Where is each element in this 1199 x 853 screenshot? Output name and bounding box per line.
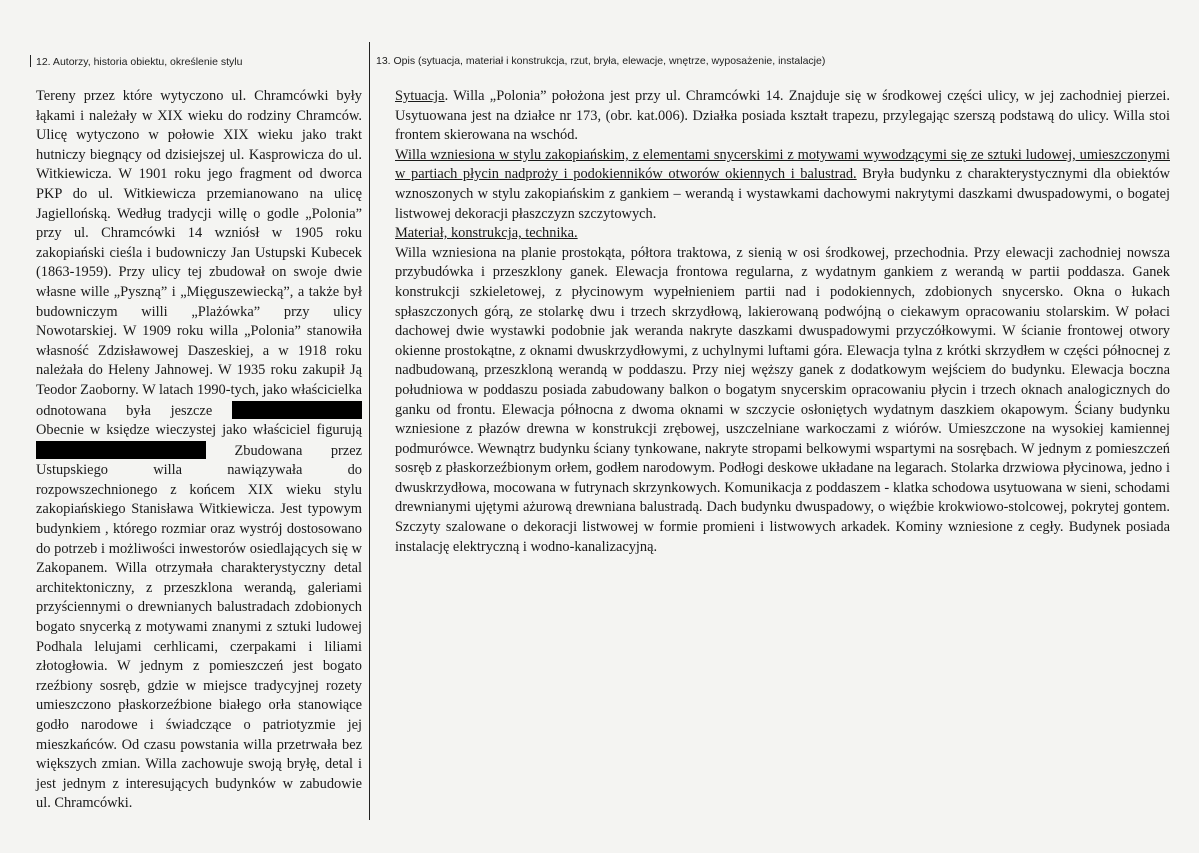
history-column	[36, 87, 362, 814]
sytuacja-paragraph	[375, 87, 1170, 146]
description-column	[375, 87, 1170, 557]
style-text: Bryła budynku z charakterystycznymi dla obiektów wznoszonych w stylu zakopiańskim z gankiem – werandą i wystawkami dachowymi nakrytymi daszkami dwuspadowymi, o bogatej listwowej dekoracji płaszczyzn szczytowych.	[395, 166, 1170, 222]
style-underlined-text: Willa wzniesiona w stylu zakopiańskim, z elementami snycerskimi z motywami wywodzącymi się ze sztuki ludowej, umieszczonymi w partiach płycin nadproży i podokienników otworów okiennych i balustrad.	[395, 146, 1170, 183]
history-paragraph	[36, 87, 362, 814]
material-heading-paragraph	[375, 224, 1170, 244]
redaction-block	[232, 401, 362, 419]
history-text-part-1: Tereny przez które wytyczono ul. Chramcówki były łąkami i należały w XIX wieku do rodziny Chramców. Ulicę wytyczono w połowie XIX wieku jako trakt hutniczy biegnący od dzisiejszej ul. Kasprowicza do ul. Witkiewicza. W 1901 roku jego fragment od dworca PKP do ul. Witkiewicza przemianowano na ulicę Jagiellońską. Według tradycji willę o godle „Polonia” przy ul. Chramcówki 14 wzniósł w 1905 roku zakopiański cieśla i budowniczy Jan Ustupski Kubecek (1863-1959). Przy ulicy tej zbudował on swoje dwie własne wille „Pyszną” i „Mięguszewiecką”, a także był budowniczym willi „Plażówka” przy ulicy Nowotarskiej. W 1909 roku willa „Polonia” stanowiła własność Zdzisławowej Daszeskiej, a w 1918 roku należała do Heleny Jahnowej. W 1935 roku zakupił Ją Teodor Zaoborny. W latach 1990-tych, jako właścicielka odnotowana była jeszcze	[36, 88, 363, 419]
material-label: Materiał, konstrukcja, technika.	[395, 225, 578, 242]
section-12-header: 12. Autorzy, historia obiektu, określenie stylu	[30, 55, 242, 68]
redaction-block	[36, 441, 206, 459]
section-13-header: 13. Opis (sytuacja, materiał i konstrukcja, rzut, bryła, elewacje, wnętrze, wyposażenie, instalacje)	[376, 55, 826, 67]
sytuacja-label: Sytuacja	[395, 88, 445, 104]
style-paragraph	[375, 146, 1170, 224]
column-divider	[369, 42, 370, 820]
material-paragraph: Willa wzniesiona na planie prostokąta, półtora traktowa, z sienią w osi środkowej, przechodnia. Przy elewacji zachodniej nowsza przybudówka i przeszklony ganek. Elewacja frontowa regularna, z wydatnym gankiem z werandą w partii poddasza. Ganek konstrukcji szkieletowej, z płycinowym wypełnieniem partii nad i podokiennych, zdobionych snycersko. Okna o łukach spłaszczonych górą, ze stolarkę dwu i trzech skrzydłową, lakierowaną podwójną o ciekawym opracowaniu stolarskim. W połaci dachowej dwie wystawki podobnie jak weranda nakryte daszkami dwuspadowymi przyczółkowymi. W ścianie frontowej otwory okienne prostokątne, z oknami dwuskrzydłowymi, z uchylnymi luftami góra. Elewacja tylna z krótki skrzydłem w części północnej z nadbudowaną, przeszkloną werandą w poddaszu. Przy niej węższy ganek z dodatkowym wejściem do budynku. Elewacja boczna południowa w poddaszu posiada zabudowany balkon o bogatym snycerskim opracowaniu płycin i trzech oknach analogicznych do ganku od frontu. Elewacja północna z dwoma oknami w szczycie osłoniętych wydatnym daszkiem okapowym. Ściany budynku wzniesione z płazów drewna w konstrukcji zrębowej, uszczelniane warkoczami z wiórów. Umieszczone na wysokiej kamiennej podmurówce. Wewnątrz budynku ściany tynkowane, nakryte stropami belkowymi wspartymi na sosrębach. W jednym z pomieszczeń sosręb z płaskorzeźbionym orłem, godłem narodowym. Podłogi deskowe układane na legarach. Stolarka drzwiowa płycinowa, jedno i dwuskrzydłowa, mocowana w futrynach skrzynkowych. Komunikacja z poddaszem - klatka schodowa usytuowana w sieni, schodami drewnianymi ujętymi ażurową drewniana balustradą. Dach budynku dwuspadowy, o więźbie krokwiowo-stolcowej, pokrytej gontem. Szczyty szalowane o dekoracji listwowej w formie promieni i listwowych arkadek. Kominy wzniesione z cegły. Budynek posiada instalację elektryczną i wodno-kanalizacyjną.	[395, 244, 1170, 555]
sytuacja-text: . Willa „Polonia” położona jest przy ul. Chramcówki 14. Znajduje się w środkowej części ulicy, w jej zachodniej pierzei. Usytuowana jest na działce nr 173, (obr. kat.006). Działka posiada kształt trapezu, przylegając szerszą podstawą do ulicy. Willa stoi frontem skierowana na wschód.	[395, 88, 1170, 144]
history-text-part-2: Obecnie w księdze wieczystej jako właściciel figurują	[36, 422, 362, 439]
history-text-part-3: Zbudowana przez Ustupskiego willa nawiązywała do rozpowszechnionego z końcem XIX wieku stylu zakopiańskiego Stanisława Witkiewicza. Jest typowym budynkiem , którego rozmiar oraz wystrój dostosowano do potrzeb i możliwości inwestorów osiedlających się w Zakopanem. Willa otrzymała charakterystyczny detal architektoniczny, z przeszklona werandą, galeriami przyściennymi o drewnianych balustradach zdobionych bogato snycerką z motywami znanymi z sztuki ludowej Podhala lelujami cerhlicami, czerpakami i liliami złotogłowia. W jednym z pomieszczeń jest bogato rzeźbiony sosręb, gdzie w miejsce tradycyjnej rozety umieszczono płaskorzeźbione białego orła stanowiące godło narodowe i świadczące o patriotyzmie jej mieszkańców. Od czasu powstania willa przetrwała bez większych zmian. Willa zachowuje swoją bryłę, detal i jest jednym z interesujących budynków w zabudowie ul. Chramcówki.	[36, 442, 362, 812]
